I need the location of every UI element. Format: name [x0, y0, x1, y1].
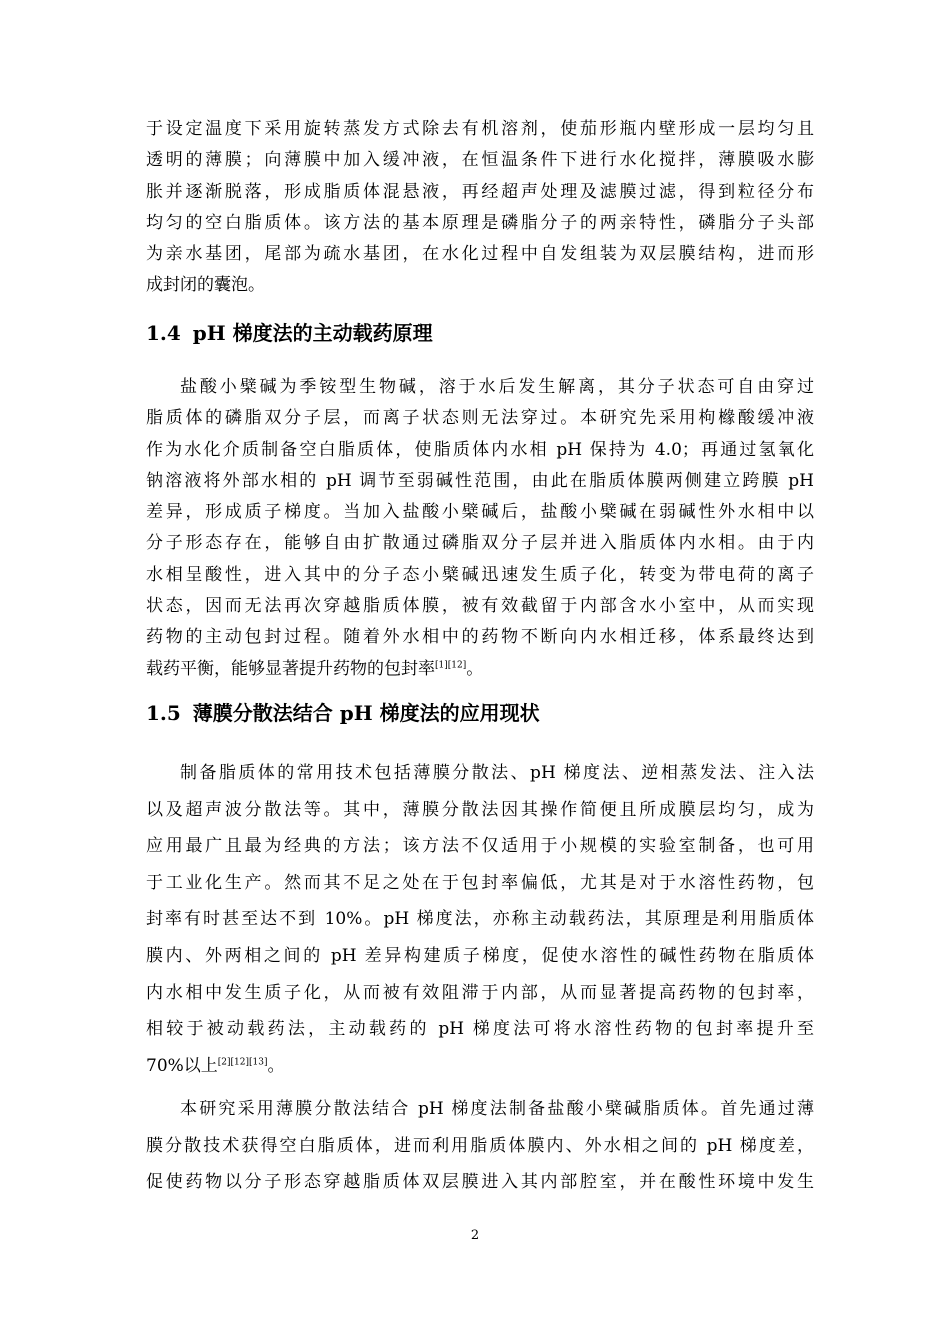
- section-title: 薄膜分散法结合 pH 梯度法的应用现状: [192, 701, 540, 725]
- text-line: 为亲水基团，尾部为疏水基团，在水化过程中自发组装为双层膜结构，进而形: [146, 244, 814, 265]
- text-line: 胀并逐渐脱落，形成脂质体混悬液，再经超声处理及滤膜过滤，得到粒径分布: [146, 181, 814, 202]
- text-line: 成封闭的囊泡。: [146, 275, 265, 296]
- text-line: 于工业化生产。然而其不足之处在于包封率偏低，尤其是对于水溶性药物，包: [146, 872, 814, 893]
- text-line: 相较于被动载药法，主动载药的 pH 梯度法可将水溶性药物的包封率提升至: [146, 1019, 814, 1040]
- citation-ref: [2][12][13]: [217, 1057, 268, 1068]
- section-heading-1-5: [146, 700, 540, 726]
- text-line: 差异，形成质子梯度。当加入盐酸小檗碱后，盐酸小檗碱在弱碱性外水相中以: [146, 502, 814, 523]
- text-line: 分子形态存在，能够自由扩散通过磷脂双分子层并进入脂质体内水相。由于内: [146, 533, 814, 554]
- section-1-5-paragraph-1: [146, 755, 814, 1084]
- text-line: [146, 372, 814, 403]
- text-line-content: 70%以上: [146, 1055, 218, 1076]
- text-line: [146, 1048, 814, 1085]
- text-line: 均匀的空白脂质体。该方法的基本原理是磷脂分子的两亲特性，磷脂分子头部: [146, 212, 814, 233]
- text-line-end: 。: [267, 1055, 285, 1076]
- section-1-5-paragraph-2: [146, 1091, 814, 1201]
- section-title: pH 梯度法的主动载药原理: [192, 321, 433, 345]
- section-heading-1-4: [146, 320, 433, 346]
- text-line: 应用最广且最为经典的方法；该方法不仅适用于小规模的实验室制备，也可用: [146, 836, 814, 857]
- text-line: [146, 654, 814, 685]
- text-line: 内水相中发生质子化，从而被有效阻滞于内部，从而显著提高药物的包封率，: [146, 982, 814, 1003]
- text-line-end: 。: [466, 658, 484, 679]
- page-number: 2: [470, 1228, 480, 1243]
- text-line: 脂质体的磷脂双分子层，而离子状态则无法穿过。本研究先采用枸橼酸缓冲液: [146, 408, 814, 429]
- text-line: 于设定温度下采用旋转蒸发方式除去有机溶剂，使茄形瓶内壁形成一层均匀且: [146, 119, 814, 139]
- intro-paragraph: [146, 114, 814, 302]
- text-line-content: 本研究采用薄膜分散法结合 pH 梯度法制备盐酸小檗碱脂质体。首先通过薄: [180, 1099, 814, 1119]
- text-line: 药物的主动包封过程。随着外水相中的药物不断向内水相迁移，体系最终达到: [146, 627, 814, 648]
- section-number: 1.5: [146, 701, 181, 725]
- text-line: [146, 755, 814, 792]
- text-line: 作为水化介质制备空白脂质体，使脂质体内水相 pH 保持为 4.0；再通过氢氧化: [146, 439, 814, 460]
- text-line: 促使药物以分子形态穿越脂质体双层膜进入其内部腔室，并在酸性环境中发生: [146, 1172, 814, 1193]
- text-line: 以及超声波分散法等。其中，薄膜分散法因其操作简便且所成膜层均匀，成为: [146, 799, 814, 820]
- text-line-content: 载药平衡，能够显著提升药物的包封率: [146, 658, 435, 679]
- text-line: 封率有时甚至达不到 10%。pH 梯度法，亦称主动载药法，其原理是利用脂质体: [146, 909, 814, 930]
- section-number: 1.4: [146, 321, 181, 345]
- text-line: 状态，因而无法再次穿越脂质体膜，被有效截留于内部含水小室中，从而实现: [146, 596, 814, 617]
- citation-ref: [1][12]: [435, 660, 467, 671]
- text-line-content: 制备脂质体的常用技术包括薄膜分散法、pH 梯度法、逆相蒸发法、注入法: [180, 763, 814, 783]
- text-line: [146, 1091, 814, 1128]
- text-line: 钠溶液将外部水相的 pH 调节至弱碱性范围，由此在脂质体膜两侧建立跨膜 pH: [146, 470, 814, 491]
- text-line: 膜内、外两相之间的 pH 差异构建质子梯度，促使水溶性的碱性药物在脂质体: [146, 945, 814, 966]
- text-line: 膜分散技术获得空白脂质体，进而利用脂质体膜内、外水相之间的 pH 梯度差，: [146, 1135, 814, 1156]
- text-line-content: 盐酸小檗碱为季铵型生物碱，溶于水后发生解离，其分子状态可自由穿过: [180, 377, 814, 397]
- text-line: 透明的薄膜；向薄膜中加入缓冲液，在恒温条件下进行水化搅拌，薄膜吸水膨: [146, 150, 814, 171]
- section-1-4-paragraph: [146, 372, 814, 685]
- text-line: 水相呈酸性，进入其中的分子态小檗碱迅速发生质子化，转变为带电荷的离子: [146, 564, 814, 585]
